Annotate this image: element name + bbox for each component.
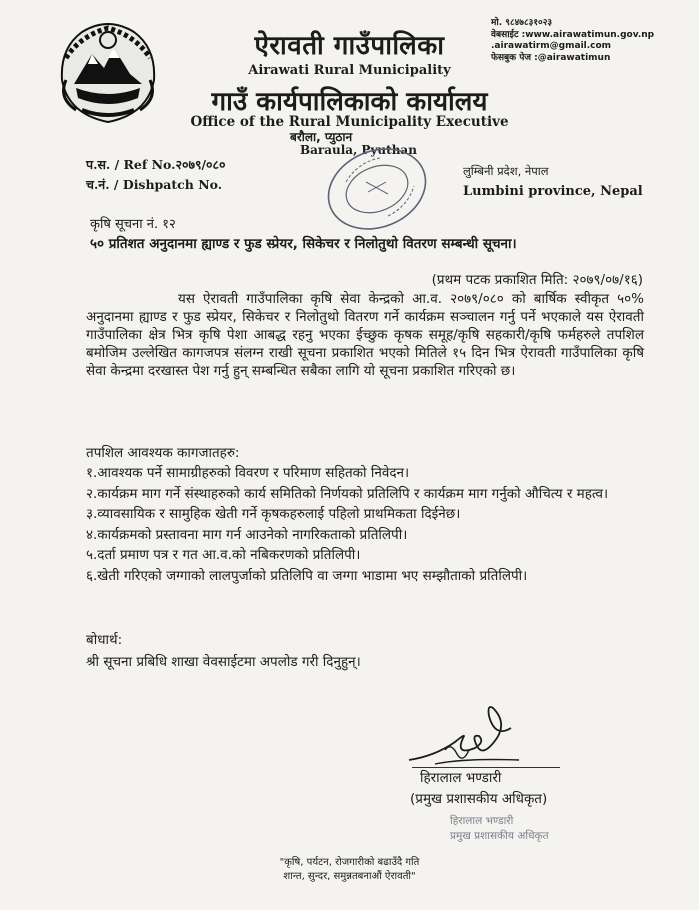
list-item: ५.दर्ता प्रमाण पत्र र गत आ.व.को नबिकरणको प्रतिलिपी। (86, 547, 361, 564)
municipality-name-nepali: ऐरावती गाउँपालिका (254, 31, 445, 61)
list-item: ३.व्यावसायिक र सामुहिक खेती गर्ने कृषकहरुलाई पहिलो प्राथमिकता दिईनेछ। (86, 506, 461, 523)
facebook-page: फेसबुक पेज :@airawatimun (491, 52, 611, 63)
cc-body: श्री सूचना प्रबिधि शाखा वेवसाईटमा अपलोड गरी दिनुहुन्। (86, 654, 361, 670)
name-stamp (450, 814, 549, 844)
office-seal-stamp (318, 142, 436, 236)
email: .airawatirm@gmail.com (491, 41, 612, 51)
notice-subject: ५० प्रतिशत अनुदानमा ह्याण्ड र फुड स्प्रेयर, सिकेचर र निलोतुथो वितरण सम्बन्धी सूचना। (90, 236, 517, 252)
notice-body: यस ऐरावती गाउँपालिका कृषि सेवा केन्द्रको आ.व. २०७९/०८० को बार्षिक स्वीकृत ५०% अनुदानमा ह्याण्ड र फुड स्प्रेयर, सिकेचर र निलोतुथो वितरण गर्ने कार्यक्रम सञ्चालन गर्नु पर्ने भएकाले यस ऐरावती गाउँपालिका क्षेत्र भित्र कृषि पेशा आबद्ध रहनु भएका ईच्छुक कृषक समूह/कृषि सहकारी/कृषि फर्महरुले तपशिल बमोजिम उल्लेखित कागजपत्र संलग्न राखी सूचना प्रकाशित भएको मितिले १५ दिन भित्र ऐरावती गाउँपालिका कृषि सेवा केन्द्रमा दरखास्त पेश गर्नु हुन् सम्बन्धित सबैका लागि यो सूचना प्रकाशित गरिएको छ। (86, 291, 644, 379)
motto-line-2: शान्त, सुन्दर, समुन्नतबनाऔं ऐरावती" (283, 871, 416, 882)
location-nepali: बरौला, प्युठान (290, 130, 353, 144)
list-item: ४.कार्यक्रमको प्रस्तावना माग गर्न आउनेको नागरिकताको प्रतिलिपी। (86, 526, 408, 543)
signatory-name: हिरालाल भण्डारी (420, 770, 502, 786)
office-name-english: Office of the Rural Municipality Executive (190, 114, 509, 130)
stamp-title: प्रमुख प्रशासकीय अधिकृत (450, 830, 549, 842)
phone-number: मो. ९८४७८३१०२३ (491, 18, 553, 28)
province-english: Lumbini province, Nepal (463, 184, 643, 199)
office-name-nepali: गाउँ कार्यपालिकाको कार्यालय (211, 87, 488, 117)
location-english: Baraula, Pyuthan (300, 143, 417, 157)
requirements-heading: तपशिल आवश्यक कागजातहरु: (86, 445, 240, 461)
cc-heading: बोधार्थ: (86, 632, 123, 648)
requirements-list (86, 463, 646, 587)
list-item: ६.खेती गरिएको जग्गाको लालपुर्जाको प्रतिलिपि वा जग्गा भाडामा भए सम्झौताको प्रतिलिपी। (86, 567, 528, 584)
reference-number: प.स. / Ref No.२०७९/०८० (86, 157, 226, 172)
municipality-name-english: Airawati Rural Municipality (248, 63, 451, 78)
list-item: १.आवश्यक पर्ने सामाग्रीहरुको विवरण र परिमाण सहितको निवेदन। (86, 465, 410, 481)
list-item: २.कार्यक्रम माग गर्ने संस्थाहरुको कार्य समितिको निर्णयको प्रतिलिपि र कार्यक्रम माग गर्नुको औचित्य र महत्व। (86, 485, 609, 502)
province-nepali: लुम्बिनी प्रदेश, नेपाल (463, 164, 549, 178)
website: वेबसाईट :www.airawatimun.gov.np (491, 29, 655, 40)
notice-number: कृषि सूचना नं. १२ (90, 217, 176, 232)
dispatch-number: च.नं. / Dishpatch No. (86, 177, 223, 192)
stamp-name: हिरालाल भण्डारी (450, 815, 514, 827)
handwritten-signature (405, 698, 525, 772)
publication-date: (प्रथम पटक प्रकाशित मिति: २०७९/०७/१६) (431, 272, 643, 288)
footer-motto (0, 856, 699, 884)
motto-line-1: "कृषि, पर्यटन, रोजगारीको बढाउँदै गति (279, 857, 420, 868)
signatory-title: (प्रमुख प्रशासकीय अधिकृत) (410, 791, 548, 807)
